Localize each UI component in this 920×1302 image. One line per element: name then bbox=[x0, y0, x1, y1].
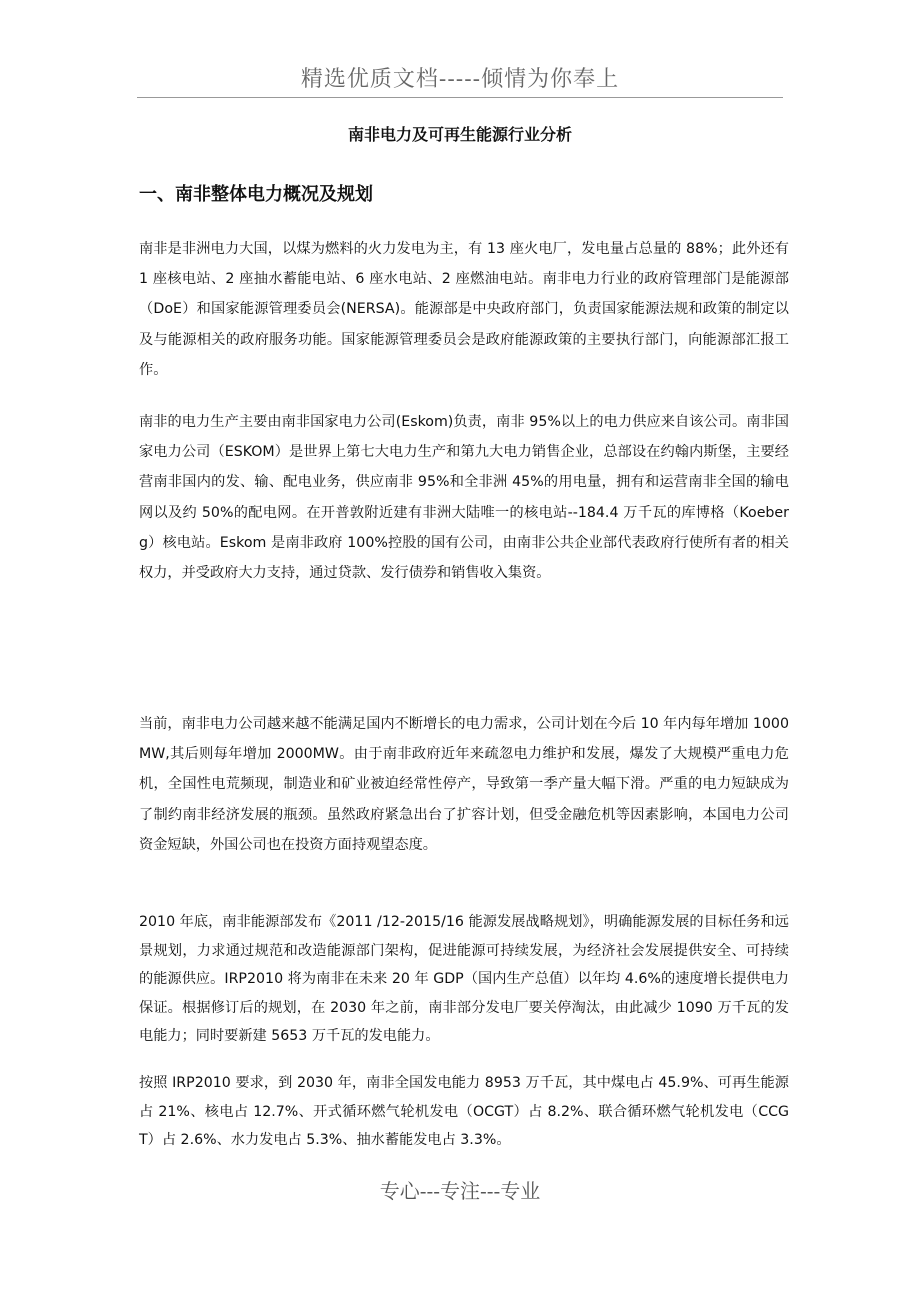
paragraph-strategy-plan: 2010 年底，南非能源部发布《2011 /12-2015/16 能源发展战略规划》，明确能源发展的目标任务和远景规划，力求通过规范和改造能源部门架构，促进能源可持续发展，为经济社会发展提供安全、可持续的能源供应。IRP2010 将为南非在未来 20 年 GDP（国内生产总值）以年均 4.6%的速度增长提供电力保证。根据修订后的规划，在 2030 年之前，南非部分发电厂要关停淘汰，由此减少 1090 万千瓦的发电能力；同时要新建 5653 万千瓦的发电能力。 bbox=[139, 914, 789, 1044]
paragraph-irp2010: 按照 IRP2010 要求，到 2030 年，南非全国发电能力 8953 万千瓦，其中煤电占 45.9%、可再生能源占 21%、核电占 12.7%、开式循环燃气轮机发电（OCGT）占 8.2%、联合循环燃气轮机发电（CCGT）占 2.6%、水力发电占 5.3%、抽水蓄能发电占 3.3%。 bbox=[139, 1075, 789, 1148]
paragraph-overview: 南非是非洲电力大国，以煤为燃料的火力发电为主，有 13 座火电厂，发电量占总量的 88%；此外还有 1 座核电站、2 座抽水蓄能电站、6 座水电站、2 座燃油电站。南非电力行业的政府管理部门是能源部（DoE）和国家能源管理委员会(NERSA)。能源部是中央政府部门，负责国家能源法规和政策的制定以及与能源相关的政府服务功能。国家能源管理委员会是政府能源政策的主要执行部门，向能源部汇报工作。 bbox=[139, 241, 789, 378]
paragraph-eskom: 南非的电力生产主要由南非国家电力公司(Eskom)负责，南非 95%以上的电力供应来自该公司。南非国家电力公司（ESKOM）是世界上第七大电力生产和第九大电力销售企业，总部设在约翰内斯堡，主要经营南非国内的发、输、配电业务，供应南非 95%和全非洲 45%的用电量，拥有和运营南非全国的输电网以及约 50%的配电网。在开普敦附近建有非洲大陆唯一的核电站--184.4 万千瓦的库博格（Koeberg）核电站。Eskom 是南非政府 100%控股的国有公司，由南非公共企业部代表政府行使所有者的相关权力，并受政府大力支持，通过贷款、发行债券和销售收入集资。 bbox=[139, 414, 789, 582]
document-title: 南非电力及可再生能源行业分析 bbox=[347, 125, 572, 144]
header-divider bbox=[137, 97, 783, 98]
section-heading: 一、南非整体电力概况及规划 bbox=[139, 184, 373, 205]
page-footer: 专心---专注---专业 bbox=[379, 1179, 541, 1203]
page-header: 精选优质文档-----倾情为你奉上 bbox=[300, 67, 620, 92]
paragraph-current-shortage: 当前，南非电力公司越来越不能满足国内不断增长的电力需求，公司计划在今后 10 年内每年增加 1000MW,其后则每年增加 2000MW。由于南非政府近年来疏忽电力维护和发展，爆发了大规模严重电力危机，全国性电荒频现，制造业和矿业被迫经常性停产，导致第一季产量大幅下滑。严重的电力短缺成为了制约南非经济发展的瓶颈。虽然政府紧急出台了扩容计划，但受金融危机等因素影响，本国电力公司资金短缺，外国公司也在投资方面持观望态度。 bbox=[139, 716, 789, 853]
